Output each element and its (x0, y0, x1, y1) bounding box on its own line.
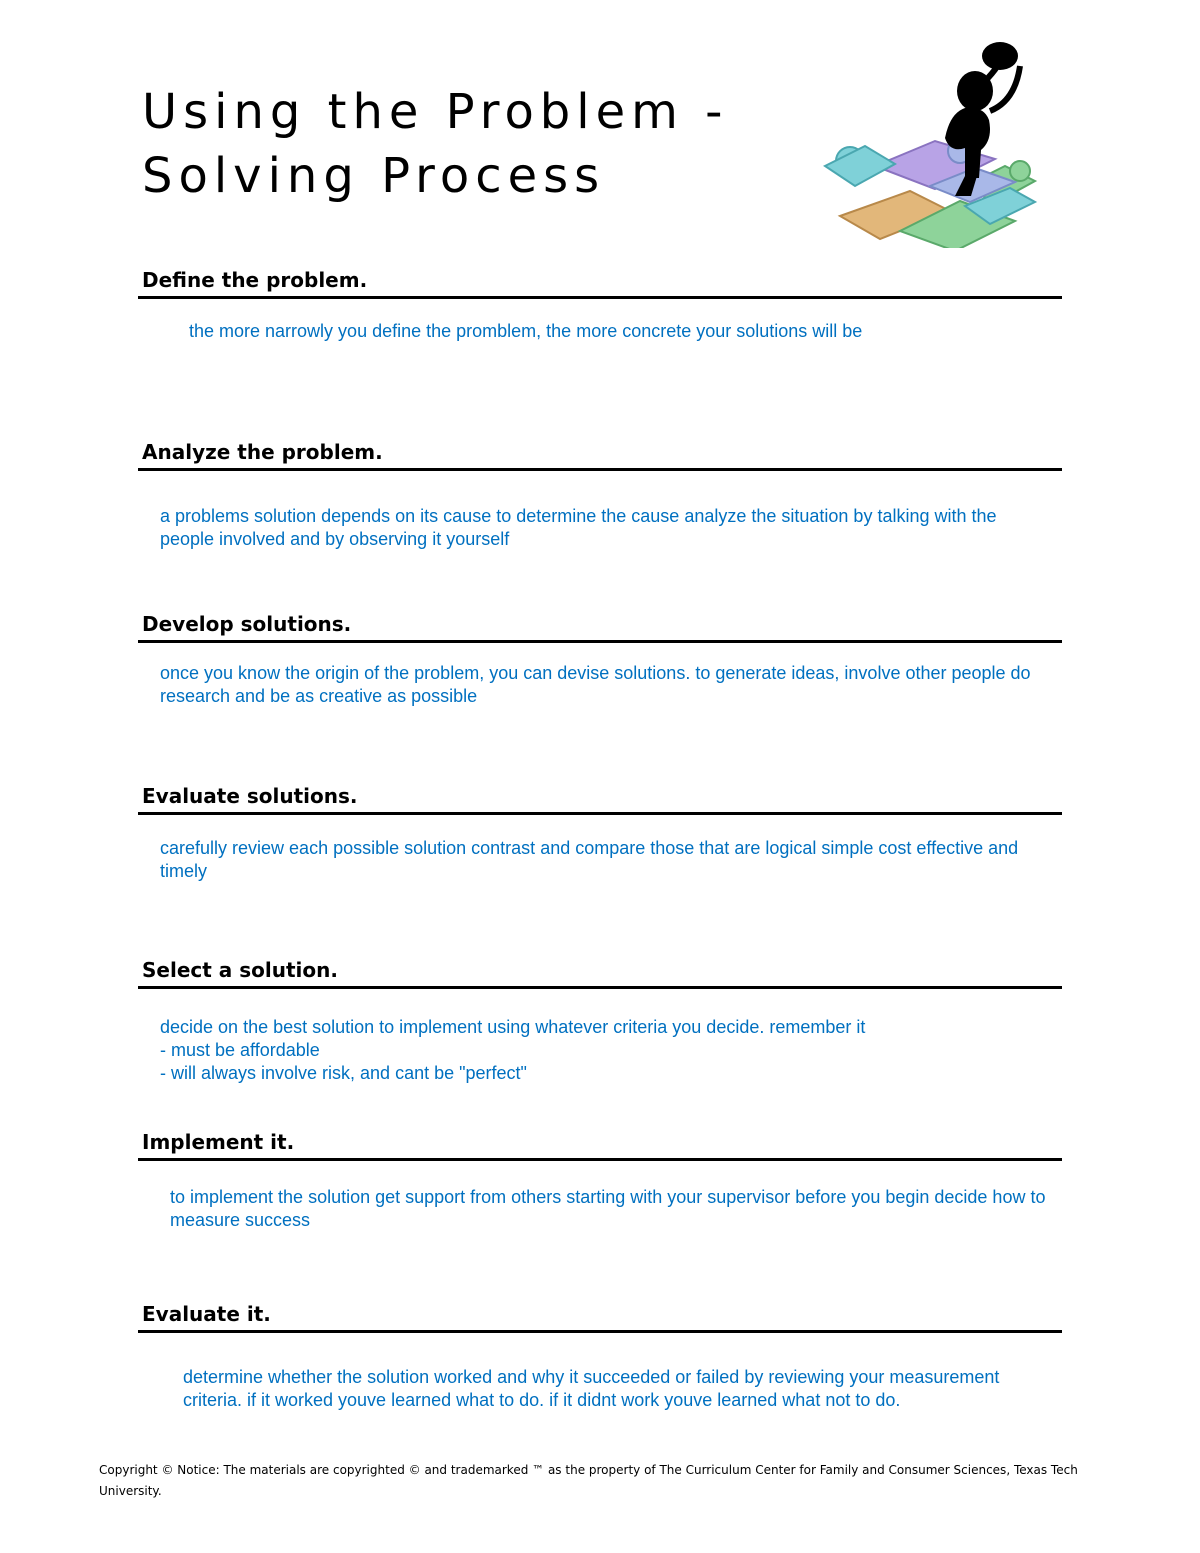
answer-text-evaluate-it[interactable]: determine whether the solution worked and why it succeeded or failed by reviewing your measurement criteria. if it worked youve learned what to do. if it didnt work youve learned what not to do. (183, 1367, 1000, 1410)
thinking-person-on-puzzle-pieces-icon (815, 36, 1045, 248)
page-title (142, 80, 728, 208)
section-divider (138, 812, 1062, 815)
section-heading-evaluate-it: Evaluate it. (142, 1302, 271, 1326)
section-heading-develop: Develop solutions. (142, 612, 352, 636)
section-divider (138, 986, 1062, 989)
copyright-notice: Copyright © Notice: The materials are copyrighted © and trademarked ™ as the property of The Curriculum Center for Family and Consumer Sciences, Texas Tech University. (99, 1463, 1078, 1498)
answer-text-evaluate-solutions[interactable]: carefully review each possible solution contrast and compare those that are logical simple cost effective and timely (160, 838, 1019, 881)
section-heading-analyze: Analyze the problem. (142, 440, 383, 464)
answer-text-analyze[interactable]: a problems solution depends on its cause to determine the cause analyze the situation by talking with the people involved and by observing it yourself (160, 506, 997, 549)
page-title-line-2: Solving Process (142, 148, 606, 204)
answer-text-develop[interactable]: once you know the origin of the problem, you can devise solutions. to generate ideas, involve other people do research and be as creative as possible (160, 663, 1031, 706)
section-heading-evaluate-solutions: Evaluate solutions. (142, 784, 358, 808)
section-heading-implement: Implement it. (142, 1130, 295, 1154)
section-heading-select: Select a solution. (142, 958, 338, 982)
section-divider (138, 296, 1062, 299)
answer-text-define[interactable]: the more narrowly you define the promblem, the more concrete your solutions will be (189, 321, 863, 341)
answer-text-select[interactable]: decide on the best solution to implement using whatever criteria you decide. remember it - must be affordable - will always involve risk, and cant be "perfect" (160, 1017, 866, 1083)
section-heading-define: Define the problem. (142, 268, 368, 292)
section-divider (138, 640, 1062, 643)
section-divider (138, 1330, 1062, 1333)
answer-text-implement[interactable]: to implement the solution get support from others starting with your supervisor before you begin decide how to measure success (170, 1187, 1046, 1230)
section-divider (138, 1158, 1062, 1161)
page-title-line-1: Using the Problem - (142, 84, 729, 140)
section-divider (138, 468, 1062, 471)
